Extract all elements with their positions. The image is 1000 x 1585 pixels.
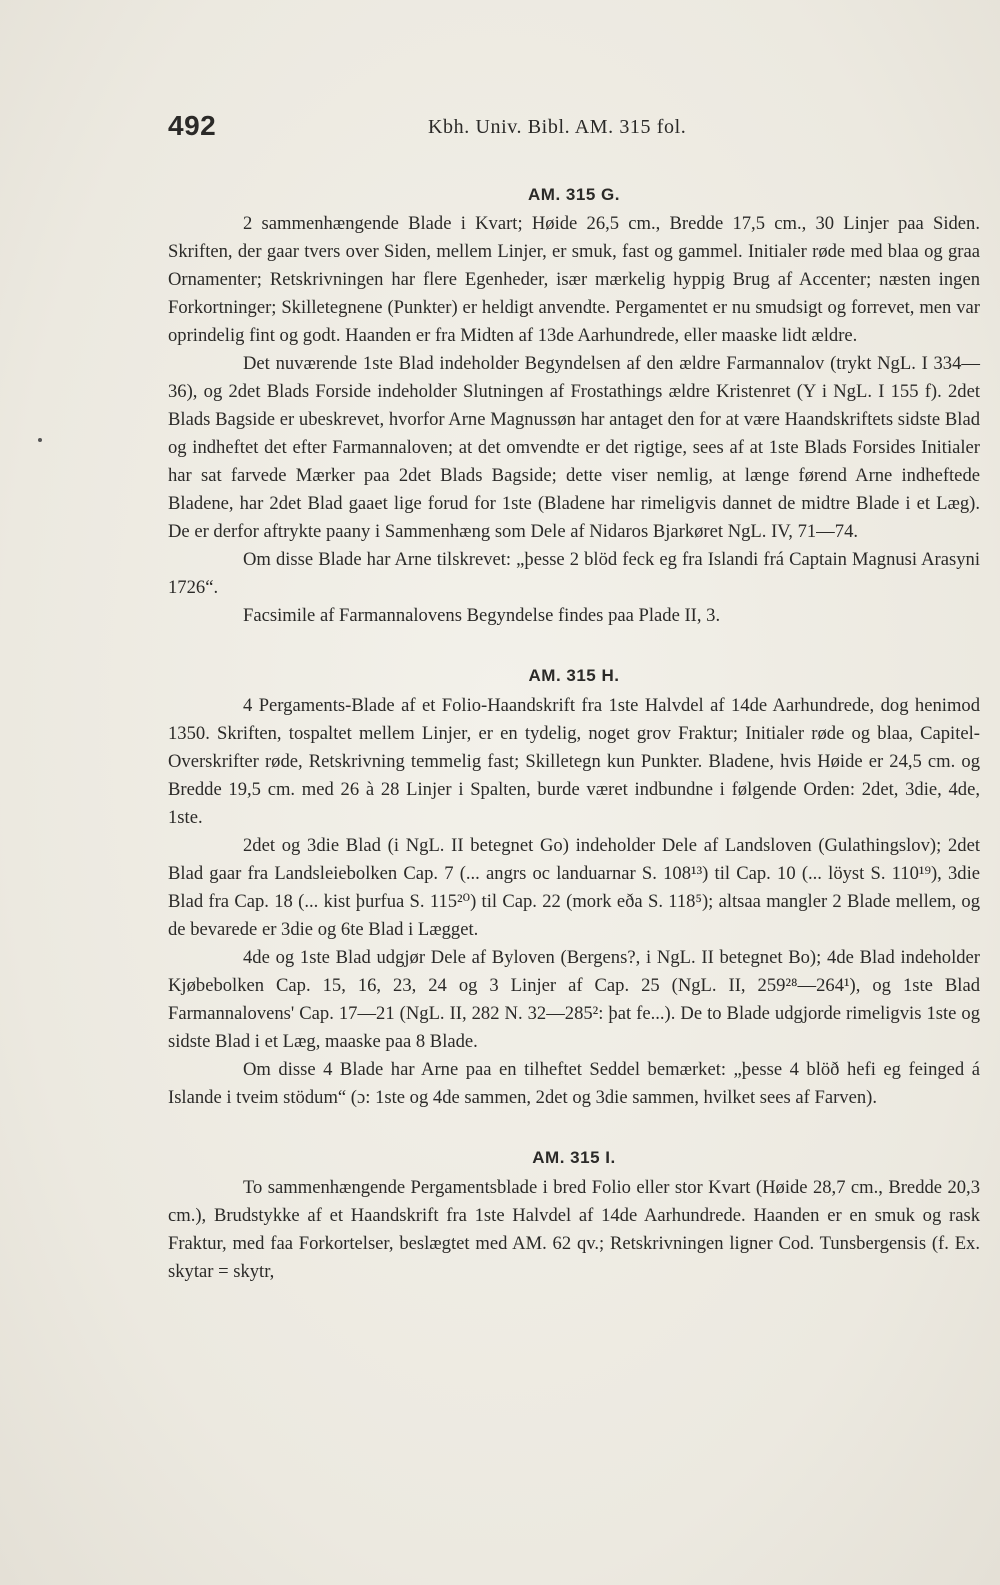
margin-dot <box>38 438 42 442</box>
section-am-315-g <box>168 180 980 630</box>
paragraph: 4 Pergaments-Blade af et Folio-Haandskrift fra 1ste Halvdel af 14de Aarhundrede, dog henimod 1350. Skriften, tospaltet mellem Linjer, er en tydelig, noget grov Fraktur; Initialer røde og blaa, Capitel-Overskrifter røde, Retskrivning temmelig fast; Skilletegn kun Punkter. Bladene, hvis Høide er 24,5 cm. og Bredde 19,5 cm. med 26 à 28 Linjer i Spalten, burde været indbundne i følgende Orden: 2det, 3die, 4de, 1ste. <box>168 695 980 828</box>
paragraph: 2det og 3die Blad (i NgL. II betegnet Go) indeholder Dele af Landsloven (Gulathingslov); 2det Blad gaar fra Landsleiebolken Cap. 7 (... angrs oc landuarnar S. 108¹³) til Cap. 10 (... löyst S. 110¹⁹), 3die Blad fra Cap. 18 (... kist þurfua S. 115²⁰) til Cap. 22 (mork eða S. 118⁵); altsaa mangler 2 Blade mellem, og de bevarede er 3die og 6te Blad i Lægget. <box>168 835 980 940</box>
section-heading: AM. 315 I. <box>532 1148 616 1167</box>
section-heading: AM. 315 H. <box>528 666 620 685</box>
page-header <box>168 110 980 150</box>
section-am-315-i <box>168 1142 980 1286</box>
paragraph: Facsimile af Farmannalovens Begyndelse findes paa Plade II, 3. <box>243 605 721 626</box>
section-am-315-h <box>168 660 980 1112</box>
paragraph: Om disse Blade har Arne tilskrevet: „þesse 2 blöd feck eg fra Islandi frá Captain Magnusi Arasyni 1726“. <box>168 549 980 598</box>
paragraph: Om disse 4 Blade har Arne paa en tilheftet Seddel bemærket: „þesse 4 blöð hefi eg feinged á Islande i tveim stödum“ (ɔ: 1ste og 4de sammen, 2det og 3die sammen, hvilket sees af Farven). <box>168 1059 980 1108</box>
page-body <box>168 180 980 1286</box>
paragraph: 4de og 1ste Blad udgjør Dele af Byloven (Bergens?, i NgL. II betegnet Bo); 4de Blad indeholder Kjøbebolken Cap. 15, 16, 23, 24 og 3 Linjer af Cap. 25 (NgL. II, 259²⁸—264¹), og 1ste Blad Farmannalovens' Cap. 17—21 (NgL. II, 282 N. 32—285²: þat fe...). De to Blade udgjorde rimeligvis 1ste og sidste Blad i et Læg, maaske paa 8 Blade. <box>168 947 980 1052</box>
paragraph: To sammenhængende Pergamentsblade i bred Folio eller stor Kvart (Høide 28,7 cm., Bredde 20,3 cm.), Brudstykke af et Haandskrift fra 1ste Halvdel af 14de Aarhundrede. Haanden er en smuk og rask Fraktur, med faa Forkortelser, beslægtet med AM. 62 qv.; Retskrivningen ligner Cod. Tunsbergensis (f. Ex. skytar = skytr, <box>168 1177 980 1282</box>
paragraph: Det nuværende 1ste Blad indeholder Begyndelsen af den ældre Farmannalov (trykt NgL. I 334—36), og 2det Blads Forside indeholder Slutningen af Frostathings ældre Kristenret (Y i NgL. I 155 f). 2det Blads Bagside er ubeskrevet, hvorfor Arne Magnussøn har antaget den for at være Haandskriftets sidste Blad og indheftet det efter Farmannaloven; at det omvendte er det rigtige, sees af at 1ste Blads Forsides Initialer har sat farvede Mærker paa 2det Blads Bagside; dette viser nemlig, at længe førend Arne indheftede Bladene, har 2det Blad gaaet lige forud for 1ste (Bladene har rimeligvis dannet de midtre Blade i et Læg). De er derfor aftrykte paany i Sammenhæng som Dele af Nidaros Bjarkøret NgL. IV, 71—74. <box>168 353 980 542</box>
running-head: Kbh. Univ. Bibl. AM. 315 fol. <box>428 116 687 138</box>
section-heading: AM. 315 G. <box>528 185 620 204</box>
paragraph: 2 sammenhængende Blade i Kvart; Høide 26,5 cm., Bredde 17,5 cm., 30 Linjer paa Siden. Skriften, der gaar tvers over Siden, mellem Linjer, er smuk, fast og gammel. Initialer røde med blaa og graa Ornamenter; Retskrivningen har flere Egenheder, især mærkelig hyppig Brug af Accenter; næsten ingen Forkortninger; Skilletegnene (Punkter) er heldigt anvendte. Pergamentet er nu smudsigt og forrevet, men var oprindelig fint og godt. Haanden er fra Midten af 13de Aarhundrede, eller maaske lidt ældre. <box>168 213 980 346</box>
page-number: 492 <box>168 110 217 141</box>
